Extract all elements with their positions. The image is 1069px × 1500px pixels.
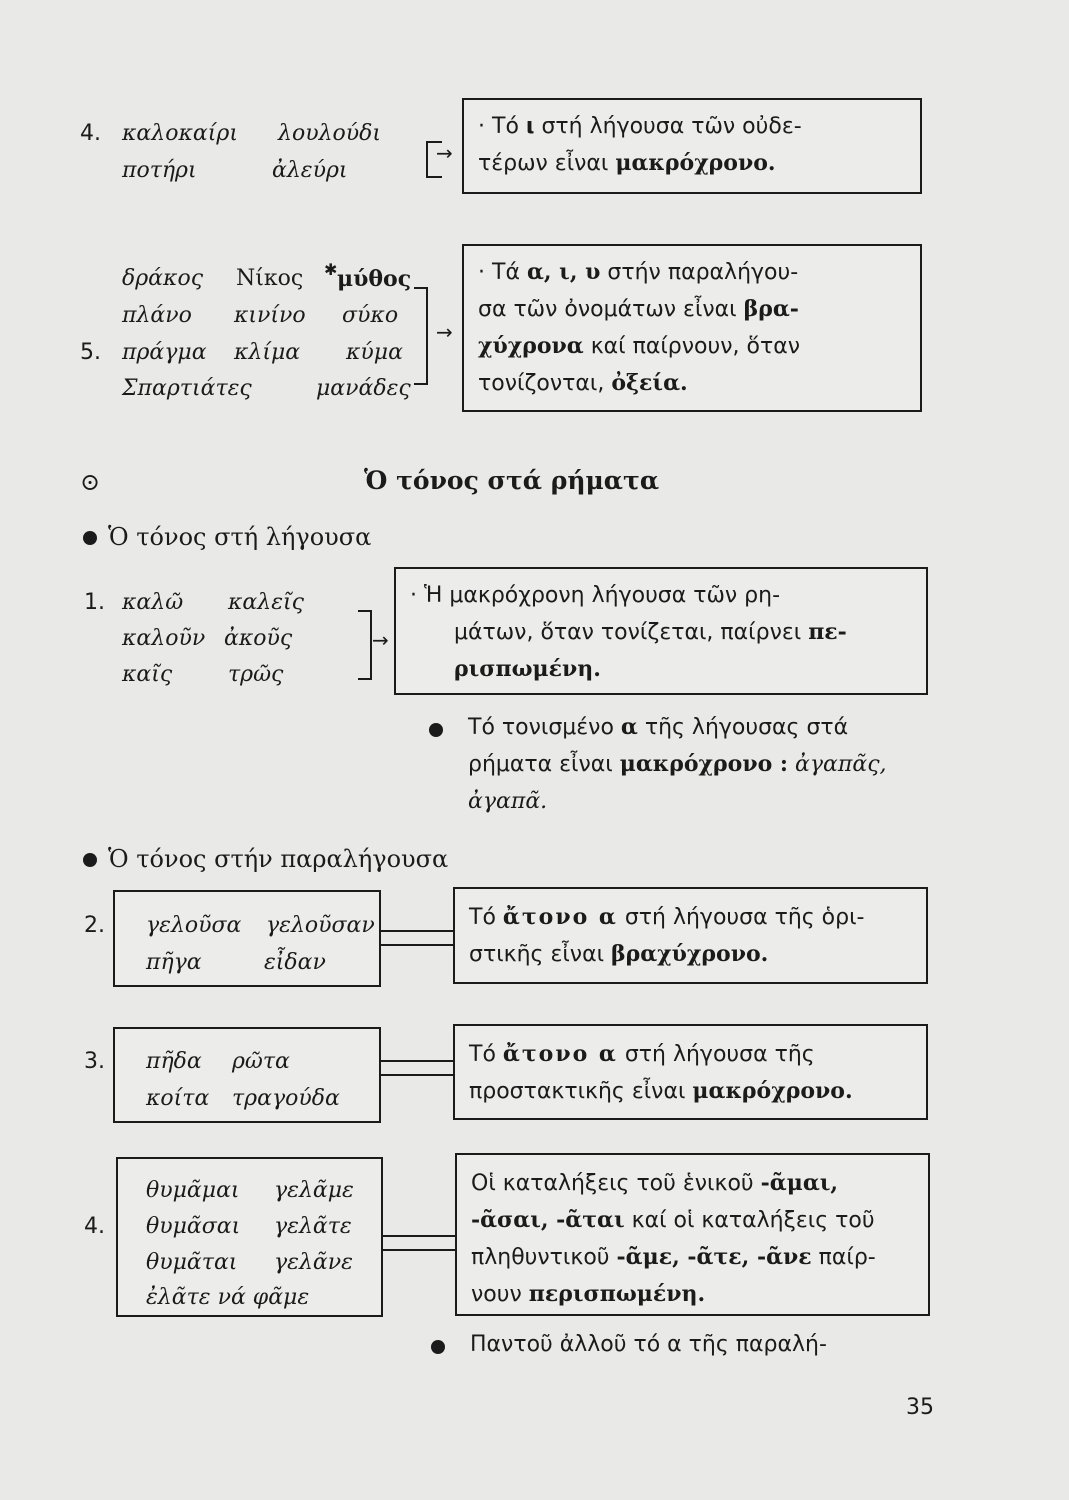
- word: γελᾶτε: [274, 1214, 352, 1239]
- rule-emphasis: μακρόχρονο.: [692, 1078, 853, 1104]
- word: γελοῦσαν: [266, 913, 375, 938]
- rule-emphasis: μακρόχρονο.: [615, 150, 776, 176]
- rule-text: στή λήγουσα τῆς: [617, 1042, 815, 1067]
- word: κοίτα: [146, 1086, 210, 1111]
- bracket: [358, 610, 372, 612]
- note-emphasis: α: [620, 714, 638, 740]
- word: καῖς: [122, 662, 173, 687]
- page-number: 35: [906, 1395, 934, 1420]
- item-number-4-top: 4.: [80, 121, 101, 146]
- word: καλεῖς: [228, 590, 304, 615]
- word: εἶδαν: [264, 950, 326, 975]
- word: κλίμα: [234, 340, 301, 365]
- rule-text: Οἱ καταλήξεις τοῦ ἑνικοῦ: [471, 1171, 761, 1196]
- bracket: [426, 287, 428, 385]
- word: θυμᾶσαι: [146, 1214, 241, 1239]
- rule-text: πληθυντικοῦ: [471, 1245, 617, 1270]
- rule-emphasis: -ᾶσαι, -ᾶται: [471, 1207, 625, 1233]
- bullet-icon: [429, 723, 443, 737]
- asterisk-icon: ✱: [324, 260, 338, 279]
- word: θυμᾶται: [146, 1250, 238, 1275]
- rule-text: καί οἱ καταλήξεις τοῦ: [624, 1208, 875, 1233]
- rule-emphasis: -ᾶμαι,: [760, 1170, 839, 1196]
- word: γελᾶμε: [274, 1178, 354, 1203]
- word: ἐλᾶτε νά φᾶμε: [146, 1285, 310, 1310]
- bullet-point: ·: [410, 583, 424, 608]
- word: ρῶτα: [232, 1049, 290, 1074]
- rule-text: νουν: [471, 1282, 529, 1307]
- note-emphasis: μακρόχρονο :: [619, 751, 789, 777]
- word: θυμᾶμαι: [146, 1178, 240, 1203]
- rule-text: ι: [525, 114, 535, 139]
- word: καλοῦν: [122, 626, 206, 651]
- rule-text: τέρων εἶναι: [478, 151, 616, 176]
- rule-text: Τό: [492, 114, 526, 139]
- connector: [381, 930, 453, 932]
- connector: [381, 1074, 453, 1076]
- note-text: Τό τονισμένο: [468, 715, 621, 740]
- word: δράκος: [122, 266, 204, 291]
- connector: [381, 944, 453, 946]
- note-text: [468, 709, 887, 820]
- item-number-2: 2.: [84, 913, 105, 938]
- subsection-title: Ὁ τόνος στή λήγουσα: [108, 523, 372, 551]
- word: λουλούδι: [278, 121, 381, 146]
- rule-text: τονίζονται,: [478, 371, 612, 396]
- rule-emphasis: ἄτονο α: [502, 1041, 618, 1067]
- word: ποτήρι: [122, 158, 197, 183]
- rule-box: [462, 244, 922, 412]
- word: πράγμα: [122, 340, 207, 365]
- rule-emphasis: περισπωμένη.: [528, 1281, 706, 1307]
- word: τραγούδα: [232, 1086, 340, 1111]
- rule-text: καί παίρνουν, ὅταν: [583, 334, 801, 359]
- rule-text: Τό: [469, 1042, 503, 1067]
- note-example: ἀγαπᾶς,: [788, 752, 887, 777]
- word: πῆδα: [146, 1049, 202, 1074]
- item-number-3: 3.: [84, 1049, 105, 1074]
- bracket: [414, 383, 428, 385]
- note-example: ἀγαπᾶ.: [468, 789, 548, 814]
- rule-emphasis: ὀξεία.: [611, 370, 688, 396]
- note-text: τῆς λήγουσας στά: [637, 715, 849, 740]
- subsection-title: Ὁ τόνος στήν παραλήγουσα: [108, 845, 449, 873]
- bullet-icon: [431, 1340, 445, 1354]
- final-note: Παντοῦ ἀλλοῦ τό α τῆς παραλή-: [470, 1332, 827, 1357]
- bracket: [414, 287, 428, 289]
- word: ἀλεύρι: [272, 158, 348, 183]
- rule-text: Τά: [492, 260, 527, 285]
- word: ἀκοῦς: [224, 626, 293, 651]
- arrow-icon: →: [436, 141, 453, 165]
- connector: [383, 1235, 455, 1237]
- arrow-icon: →: [436, 320, 453, 344]
- word: μανάδες: [316, 376, 411, 401]
- note-text: ρήματα εἶναι: [468, 752, 620, 777]
- word: τρῶς: [228, 662, 284, 687]
- bullet-point: ·: [478, 260, 492, 285]
- item-number-1: 1.: [84, 590, 105, 615]
- arrow-icon: →: [372, 628, 389, 652]
- rule-box: [453, 1024, 928, 1120]
- word: Νίκος: [236, 266, 304, 291]
- rule-emphasis: βραχύχρονο.: [611, 941, 769, 967]
- rule-emphasis: ρισπωμένη.: [454, 656, 601, 682]
- rule-text: στή λήγουσα τῆς ὁρι-: [617, 905, 865, 930]
- word: κύμα: [346, 340, 403, 365]
- word: καλῶ: [122, 590, 184, 615]
- bullet-icon: [83, 531, 97, 545]
- rule-text: στήν παραλήγου-: [600, 260, 799, 285]
- word: κινίνο: [234, 303, 306, 328]
- word: γελοῦσα: [146, 913, 242, 938]
- section-title: Ὁ τόνος στά ρήματα: [364, 466, 660, 495]
- rule-text: Τό: [469, 905, 503, 930]
- rule-box: [453, 887, 928, 984]
- bracket: [426, 141, 428, 178]
- rule-text: μάτων, ὅταν τονίζεται, παίρνει: [454, 620, 809, 645]
- word: γελᾶνε: [274, 1250, 353, 1275]
- word: πῆγα: [146, 950, 202, 975]
- rule-box: [455, 1153, 930, 1316]
- connector: [381, 1060, 453, 1062]
- bullet-icon: [83, 853, 97, 867]
- rule-emphasis: βρα-: [743, 296, 799, 322]
- item-number-4: 4.: [84, 1214, 105, 1239]
- word: καλοκαίρι: [122, 121, 238, 146]
- rule-text: παίρ-: [811, 1245, 876, 1270]
- rule-emphasis: πε-: [808, 619, 847, 645]
- rule-text: Ἡ μακρόχρονη λήγουσα τῶν ρη-: [424, 583, 781, 608]
- bracket: [426, 176, 442, 178]
- rule-text: στή λήγουσα τῶν οὐδε-: [534, 114, 802, 139]
- rule-box: [462, 98, 922, 194]
- rule-text: προστακτικῆς εἶναι: [469, 1079, 693, 1104]
- section-symbol-icon: ⊙: [80, 468, 101, 496]
- rule-emphasis: χύχρονα: [478, 333, 584, 359]
- bracket: [358, 678, 372, 680]
- word: σύκο: [342, 303, 399, 328]
- connector: [383, 1249, 455, 1251]
- rule-emphasis: -ᾶμε, -ᾶτε, -ᾶνε: [616, 1244, 812, 1270]
- rule-emphasis: α, ι, υ: [526, 259, 601, 285]
- rule-box: [394, 567, 928, 695]
- item-number-5: 5.: [80, 340, 101, 365]
- bullet-point: ·: [478, 114, 492, 139]
- word: Σπαρτιάτες: [122, 376, 252, 401]
- rule-text: στικῆς εἶναι: [469, 942, 612, 967]
- word: μύθος: [337, 266, 412, 292]
- rule-text: σα τῶν ὀνομάτων εἶναι: [478, 297, 744, 322]
- word: πλάνο: [122, 303, 192, 328]
- rule-emphasis: ἄτονο α: [502, 904, 618, 930]
